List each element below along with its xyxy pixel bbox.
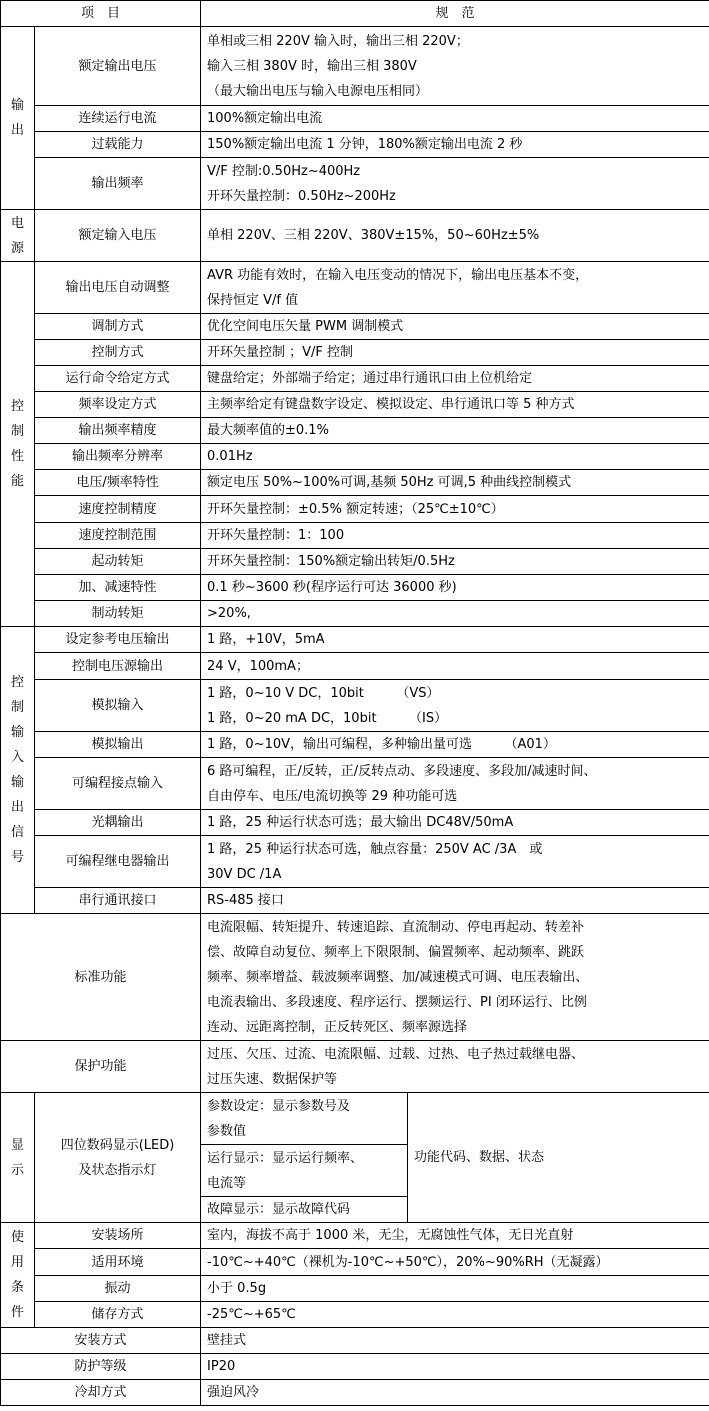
table-row bbox=[1, 314, 709, 340]
table-row bbox=[1, 210, 709, 262]
display-sub-run: 运行显示：显示运行频率、 电流等 bbox=[201, 1145, 408, 1197]
row-label: 运行命令给定方式 bbox=[35, 366, 201, 392]
row-value: 150%额定输出电流 1 分钟，180%额定输出电流 2 秒 bbox=[201, 132, 709, 158]
table-row bbox=[1, 914, 709, 1041]
row-label: 适用环境 bbox=[35, 1249, 201, 1276]
row-value: 过压、欠压、过流、电流限幅、过载、过热、电子热过载继电器、 过压失速、数据保护等 bbox=[201, 1041, 709, 1093]
row-value: 最大频率值的±0.1% bbox=[201, 418, 709, 444]
row-label: 防护等级 bbox=[1, 1354, 201, 1380]
row-label: 四位数码显示(LED) 及状态指示灯 bbox=[35, 1093, 201, 1223]
display-sub-param: 参数设定：显示参数号及 参数值 bbox=[201, 1093, 408, 1145]
group-label-char: 输 bbox=[10, 775, 24, 790]
row-value: 1 路，25 种运行状态可选；最大输出 DC48V/50mA bbox=[201, 810, 709, 836]
row-value: 开环矢量控制：±0.5% 额定转速；（25℃±10℃） bbox=[201, 496, 709, 523]
table-row bbox=[1, 392, 709, 418]
row-label: 频率设定方式 bbox=[35, 392, 201, 418]
table-row bbox=[1, 653, 709, 680]
row-label: 加、减速特性 bbox=[35, 575, 201, 601]
table-row bbox=[1, 1223, 709, 1249]
row-value: 0.01Hz bbox=[201, 444, 709, 470]
row-label: 额定输入电压 bbox=[35, 210, 201, 262]
row-label: 输出频率精度 bbox=[35, 418, 201, 444]
row-value: 6 路可编程，正/反转，正/反转点动、多段速度、多段加/减速时间、 自由停车、电压/电流切换等 29 种功能可选 bbox=[201, 758, 709, 810]
group-output bbox=[1, 27, 35, 210]
row-label: 储存方式 bbox=[35, 1302, 201, 1328]
row-label: 串行通讯接口 bbox=[35, 888, 201, 914]
table-row bbox=[1, 1302, 709, 1328]
table-row bbox=[1, 470, 709, 496]
table-row bbox=[1, 366, 709, 392]
group-usage bbox=[1, 1223, 35, 1328]
row-value: 1 路，+10V，5mA bbox=[201, 627, 709, 653]
table-row bbox=[1, 444, 709, 470]
table-row bbox=[1, 106, 709, 132]
row-value: 24 V，100mA； bbox=[201, 653, 709, 680]
row-label: 速度控制精度 bbox=[35, 496, 201, 523]
row-value: 壁挂式 bbox=[201, 1328, 709, 1354]
row-value: 小于 0.5g bbox=[201, 1276, 709, 1302]
row-value: 优化空间电压矢量 PWM 调制模式 bbox=[201, 314, 709, 340]
group-display bbox=[1, 1093, 35, 1223]
group-label-char: 制 bbox=[10, 424, 24, 439]
row-value: 1 路，0~10 V DC，10bit （VS） 1 路，0~20 mA DC，10bit （IS） bbox=[201, 680, 709, 732]
group-label-char: 制 bbox=[10, 700, 24, 715]
row-label: 起动转矩 bbox=[35, 549, 201, 575]
group-label-char: 输 bbox=[10, 725, 24, 740]
row-value: 100%额定输出电流 bbox=[201, 106, 709, 132]
table-row bbox=[1, 1328, 709, 1354]
row-value: 开环矢量控制 ；V/F 控制 bbox=[201, 340, 709, 366]
row-value: 强迫风冷 bbox=[201, 1380, 709, 1406]
group-label-char: 显 bbox=[10, 1137, 24, 1153]
header-spec: 规 范 bbox=[201, 1, 709, 27]
table-row bbox=[1, 1093, 709, 1145]
group-label bbox=[7, 211, 28, 261]
group-label bbox=[7, 93, 28, 143]
group-label-char: 性 bbox=[10, 449, 24, 464]
row-label: 连续运行电流 bbox=[35, 106, 201, 132]
group-label-char: 使 bbox=[10, 1230, 24, 1245]
table-row bbox=[1, 158, 709, 210]
table-row bbox=[1, 575, 709, 601]
table-row bbox=[1, 1380, 709, 1406]
group-label-char: 用 bbox=[10, 1255, 24, 1270]
group-label-char: 信 bbox=[10, 825, 24, 840]
group-label bbox=[7, 1225, 28, 1325]
group-label bbox=[7, 1133, 28, 1183]
row-label: 控制方式 bbox=[35, 340, 201, 366]
group-label-char: 条 bbox=[10, 1280, 24, 1295]
group-label-char: 出 bbox=[10, 800, 24, 815]
row-value: V/F 控制:0.50Hz~400Hz 开环矢量控制：0.50Hz~200Hz bbox=[201, 158, 709, 210]
table-row bbox=[1, 418, 709, 444]
group-io bbox=[1, 627, 35, 914]
table-row bbox=[1, 1249, 709, 1276]
table-row bbox=[1, 758, 709, 810]
table-row bbox=[1, 496, 709, 523]
row-label: 振动 bbox=[35, 1276, 201, 1302]
row-label: 速度控制范围 bbox=[35, 523, 201, 549]
row-value: 0.1 秒~3600 秒(程序运行可达 36000 秒) bbox=[201, 575, 709, 601]
row-value: 1 路，25 种运行状态可选，触点容量：250V AC /3A 或 30V DC /1A bbox=[201, 836, 709, 888]
row-label: 可编程接点输入 bbox=[35, 758, 201, 810]
table-row bbox=[1, 888, 709, 914]
group-label-char: 电 bbox=[10, 215, 24, 231]
row-value: >20%, bbox=[201, 601, 709, 627]
table-row bbox=[1, 810, 709, 836]
table-row bbox=[1, 627, 709, 653]
table-row bbox=[1, 340, 709, 366]
row-label: 输出电压自动调整 bbox=[35, 262, 201, 314]
group-label-char: 号 bbox=[10, 850, 24, 865]
row-value: 额定电压 50%~100%可调,基频 50Hz 可调,5 种曲线控制模式 bbox=[201, 470, 709, 496]
row-value: AVR 功能有效时，在输入电压变动的情况下，输出电压基本不变， 保持恒定 V/f 值 bbox=[201, 262, 709, 314]
group-label-char: 输 bbox=[10, 98, 24, 113]
row-label: 过载能力 bbox=[35, 132, 201, 158]
row-label: 可编程继电器输出 bbox=[35, 836, 201, 888]
group-label-char: 能 bbox=[10, 474, 24, 489]
row-value: 主频率给定有键盘数字设定、模拟设定、串行通讯口等 5 种方式 bbox=[201, 392, 709, 418]
row-value: 单相 220V、三相 220V、380V±15%，50~60Hz±5% bbox=[201, 210, 709, 262]
display-content: 功能代码、数据、状态 bbox=[408, 1093, 709, 1223]
row-label: 模拟输入 bbox=[35, 680, 201, 732]
row-value: 开环矢量控制：150%额定输出转矩/0.5Hz bbox=[201, 549, 709, 575]
row-label: 输出频率分辨率 bbox=[35, 444, 201, 470]
display-sub-fault: 故障显示：显示故障代码 bbox=[201, 1197, 408, 1223]
group-label-char: 控 bbox=[10, 675, 24, 690]
table-row bbox=[1, 732, 709, 758]
row-label: 保护功能 bbox=[1, 1041, 201, 1093]
header-row bbox=[1, 1, 709, 27]
row-value: 键盘给定；外部端子给定；通过串行通讯口由上位机给定 bbox=[201, 366, 709, 392]
row-label: 标准功能 bbox=[1, 914, 201, 1041]
row-label: 模拟输出 bbox=[35, 732, 201, 758]
row-value: -25℃~+65℃ bbox=[201, 1302, 709, 1328]
row-label: 制动转矩 bbox=[35, 601, 201, 627]
group-label-char: 控 bbox=[10, 399, 24, 414]
group-label bbox=[7, 394, 28, 494]
group-label-char: 示 bbox=[10, 1162, 24, 1178]
table-row bbox=[1, 27, 709, 106]
row-value: 1 路，0~10V，输出可编程，多种输出量可选 （A01） bbox=[201, 732, 709, 758]
row-label: 额定输出电压 bbox=[35, 27, 201, 106]
table-row bbox=[1, 836, 709, 888]
group-label-char: 源 bbox=[10, 240, 24, 256]
group-power bbox=[1, 210, 35, 262]
group-label-char: 出 bbox=[10, 123, 24, 138]
row-label: 冷却方式 bbox=[1, 1380, 201, 1406]
table-row bbox=[1, 262, 709, 314]
row-value: 电流限幅、转矩提升、转速追踪、直流制动、停电再起动、转差补 偿、故障自动复位、频率上下限限制、偏置频率、起动频率、跳跃 频率、频率增益、载波频率调整、加/减速模式可调、电压表输出、 电流表输出、多段速度、程序运行、摆频运行、PI 闭环运行、比例 连动、远距离控制，正反转死区、频率源选择 bbox=[201, 914, 709, 1041]
row-label: 设定参考电压输出 bbox=[35, 627, 201, 653]
table-row bbox=[1, 680, 709, 732]
table-row bbox=[1, 1354, 709, 1380]
table-row bbox=[1, 523, 709, 549]
row-value: IP20 bbox=[201, 1354, 709, 1380]
row-label: 控制电压源输出 bbox=[35, 653, 201, 680]
row-label: 安装方式 bbox=[1, 1328, 201, 1354]
row-value: 室内，海拔不高于 1000 米，无尘，无腐蚀性气体，无日光直射 bbox=[201, 1223, 709, 1249]
row-value: RS-485 接口 bbox=[201, 888, 709, 914]
row-value: -10℃~+40℃（裸机为-10℃~+50℃），20%~90%RH（无凝露） bbox=[201, 1249, 709, 1276]
group-label bbox=[7, 670, 28, 870]
table-row bbox=[1, 1276, 709, 1302]
row-label: 电压/频率特性 bbox=[35, 470, 201, 496]
row-label: 调制方式 bbox=[35, 314, 201, 340]
row-label: 光耦输出 bbox=[35, 810, 201, 836]
row-value: 开环矢量控制：1：100 bbox=[201, 523, 709, 549]
table-row bbox=[1, 132, 709, 158]
row-label: 输出频率 bbox=[35, 158, 201, 210]
group-label-char: 件 bbox=[10, 1305, 24, 1320]
table-row bbox=[1, 601, 709, 627]
row-label: 安装场所 bbox=[35, 1223, 201, 1249]
header-item: 项 目 bbox=[1, 1, 201, 27]
row-value: 单相或三相 220V 输入时，输出三相 220V； 输入三相 380V 时，输出三相 380V （最大输出电压与输入电源电压相同） bbox=[201, 27, 709, 106]
group-control bbox=[1, 262, 35, 627]
group-label-char: 入 bbox=[10, 750, 24, 765]
table-row bbox=[1, 549, 709, 575]
table-row bbox=[1, 1041, 709, 1093]
